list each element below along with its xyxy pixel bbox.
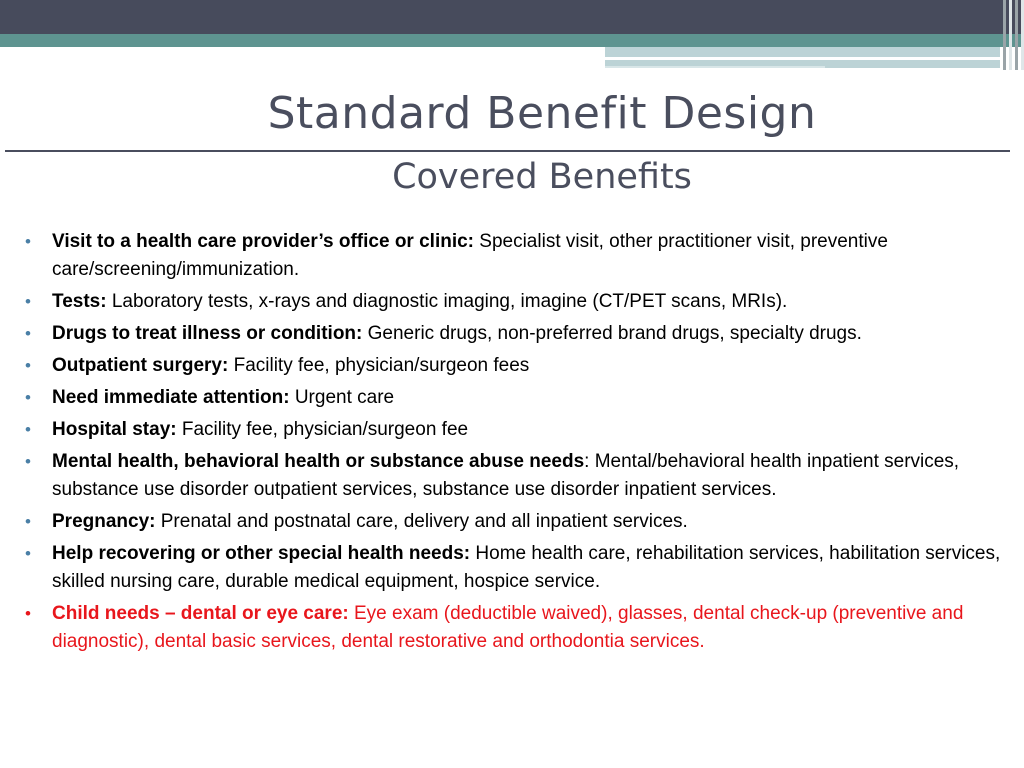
header-light-line [605, 66, 825, 68]
stripe [1015, 0, 1018, 70]
header-light-bar [605, 47, 1000, 57]
item-text: Facility fee, physician/surgeon fees [228, 355, 530, 376]
list-item [22, 384, 1012, 412]
header-dark-band [0, 0, 1024, 34]
bullet-icon: • [25, 512, 31, 531]
item-text: Generic drugs, non-preferred brand drugs, specialty drugs. [362, 323, 862, 344]
item-text: Home health care, rehabilitation services, habilitation services, skilled nursing care, durable medical equipment, hospice service. [52, 543, 1001, 592]
list-item [22, 540, 1012, 596]
list-item [22, 320, 1012, 348]
item-text: Laboratory tests, x-rays and diagnostic imaging, imagine (CT/PET scans, MRIs). [106, 291, 788, 312]
item-label: Drugs to treat illness or condition: [52, 323, 363, 344]
bullet-icon: • [25, 420, 31, 439]
item-label: Visit to a health care provider’s office or clinic: [52, 231, 474, 252]
bullet-icon: • [25, 292, 31, 311]
header-teal-band [0, 34, 1024, 47]
list-item [22, 416, 1012, 444]
slide-subtitle: Covered Benefits [392, 157, 692, 197]
item-text: Specialist visit, other practitioner visit, preventive care/screening/immunization. [52, 231, 888, 280]
item-text: : Mental/behavioral health inpatient services, substance use disorder outpatient services, substance use disorder inpatient services. [52, 451, 960, 500]
item-label: Mental health, behavioral health or substance abuse needs [52, 451, 585, 472]
bullet-icon: • [25, 356, 31, 375]
item-label: Pregnancy: [52, 511, 156, 532]
item-text: Eye exam (deductible waived), glasses, dental check-up (preventive and diagnostic), dental basic services, dental restorative and orthodontia services. [52, 603, 964, 652]
item-label: Help recovering or other special health needs: [52, 543, 471, 564]
bullet-icon: • [25, 604, 31, 623]
item-label: Need immediate attention: [52, 387, 290, 408]
stripe [1009, 0, 1012, 70]
item-label: Outpatient surgery: [52, 355, 229, 376]
item-text: Urgent care [289, 387, 395, 408]
bullet-icon: • [25, 388, 31, 407]
list-item [22, 448, 1012, 504]
stripe [1003, 0, 1006, 70]
item-label: Child needs – dental or eye care: [52, 603, 349, 624]
bullet-icon: • [25, 544, 31, 563]
list-item [22, 352, 1012, 380]
list-item [22, 228, 1012, 284]
slide-title: Standard Benefit Design [267, 88, 817, 139]
list-item-highlighted [22, 600, 1012, 656]
item-text: Prenatal and postnatal care, delivery and all inpatient services. [155, 511, 688, 532]
bullet-icon: • [25, 232, 31, 251]
title-divider [5, 150, 1010, 152]
item-label: Tests: [52, 291, 107, 312]
list-item [22, 508, 1012, 536]
bullet-icon: • [25, 324, 31, 343]
item-label: Hospital stay: [52, 419, 177, 440]
list-item [22, 288, 1012, 316]
benefits-list [22, 228, 1012, 660]
bullet-icon: • [25, 452, 31, 471]
header-vertical-stripes [996, 0, 1024, 70]
item-text: Facility fee, physician/surgeon fee [176, 419, 469, 440]
